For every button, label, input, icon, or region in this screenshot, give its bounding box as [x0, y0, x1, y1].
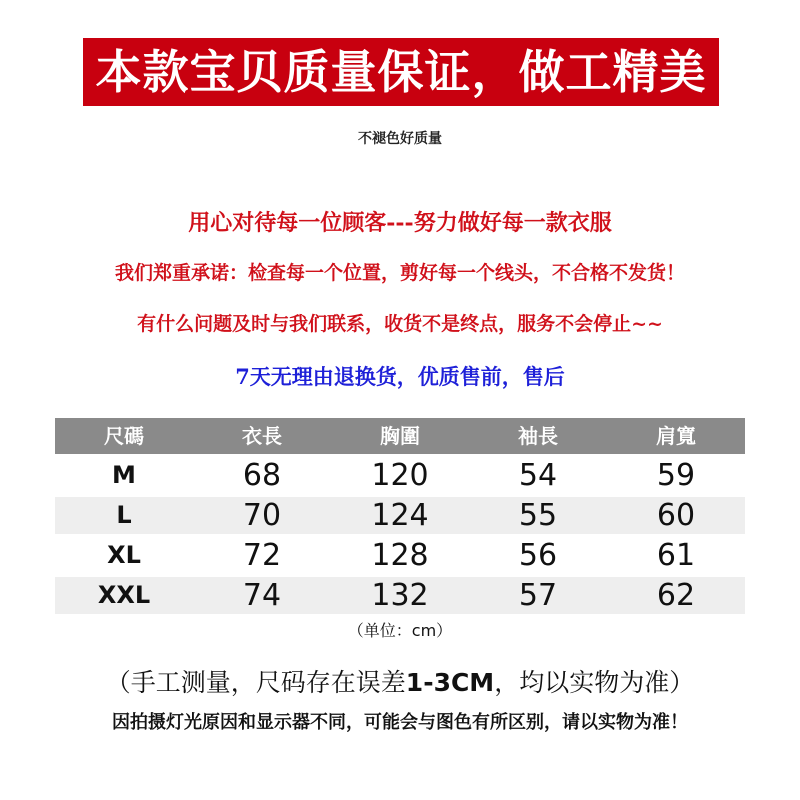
cell-chest: 132	[371, 578, 429, 613]
cell-length: 74	[242, 578, 282, 613]
cell-size: XXL	[97, 581, 151, 609]
cell-chest: 124	[371, 498, 429, 533]
table-row	[55, 497, 745, 534]
header-shoulder: 肩寬	[656, 424, 696, 448]
cell-sleeve: 57	[518, 578, 558, 613]
cell-chest: 120	[371, 458, 429, 493]
promise-line-service: 有什么问题及时与我们联系，收货不是终点，服务不会停止~~	[137, 313, 663, 335]
size-table	[55, 418, 745, 614]
cell-length: 70	[242, 498, 282, 533]
promise-line-returns: 7天无理由退换货，优质售前，售后	[235, 364, 565, 389]
cell-length: 68	[242, 458, 282, 493]
quality-tagline: 不褪色好质量	[358, 131, 442, 147]
cell-shoulder: 60	[656, 498, 696, 533]
cell-length: 72	[242, 538, 282, 573]
cell-shoulder: 61	[656, 538, 696, 573]
cell-size: L	[116, 501, 132, 529]
promise-line-care: 用心对待每一位顾客---努力做好每一款衣服	[188, 210, 612, 236]
cell-size: XL	[107, 541, 141, 569]
size-table-header	[55, 418, 745, 454]
cell-sleeve: 55	[518, 498, 558, 533]
measurement-note-suffix: ，均以实物为准）	[494, 668, 695, 697]
cell-sleeve: 56	[518, 538, 558, 573]
color-disclaimer: 因拍摄灯光原因和显示器不同，可能会与图色有所区别，请以实物为准！	[112, 712, 688, 733]
table-row	[55, 537, 745, 574]
cell-sleeve: 54	[518, 458, 558, 493]
table-row	[55, 457, 745, 494]
cell-shoulder: 62	[656, 578, 696, 613]
headline-banner: 本款宝贝质量保证，做工精美	[83, 38, 719, 106]
measurement-note-prefix: （手工测量，尺码存在误差	[105, 668, 406, 697]
header-sleeve: 袖長	[518, 424, 558, 448]
unit-label: （单位：cm）	[347, 621, 453, 640]
measurement-error-range: 1-3CM	[405, 668, 495, 697]
cell-shoulder: 59	[656, 458, 696, 493]
cell-chest: 128	[371, 538, 429, 573]
promise-line-inspection: 我们郑重承诺：检查每一个位置，剪好每一个线头，不合格不发货！	[114, 262, 685, 284]
measurement-note	[0, 663, 800, 699]
header-chest: 胸圍	[380, 424, 420, 448]
table-row	[55, 577, 745, 614]
header-size: 尺碼	[104, 424, 144, 448]
cell-size: M	[112, 461, 136, 489]
header-length: 衣長	[242, 424, 282, 448]
